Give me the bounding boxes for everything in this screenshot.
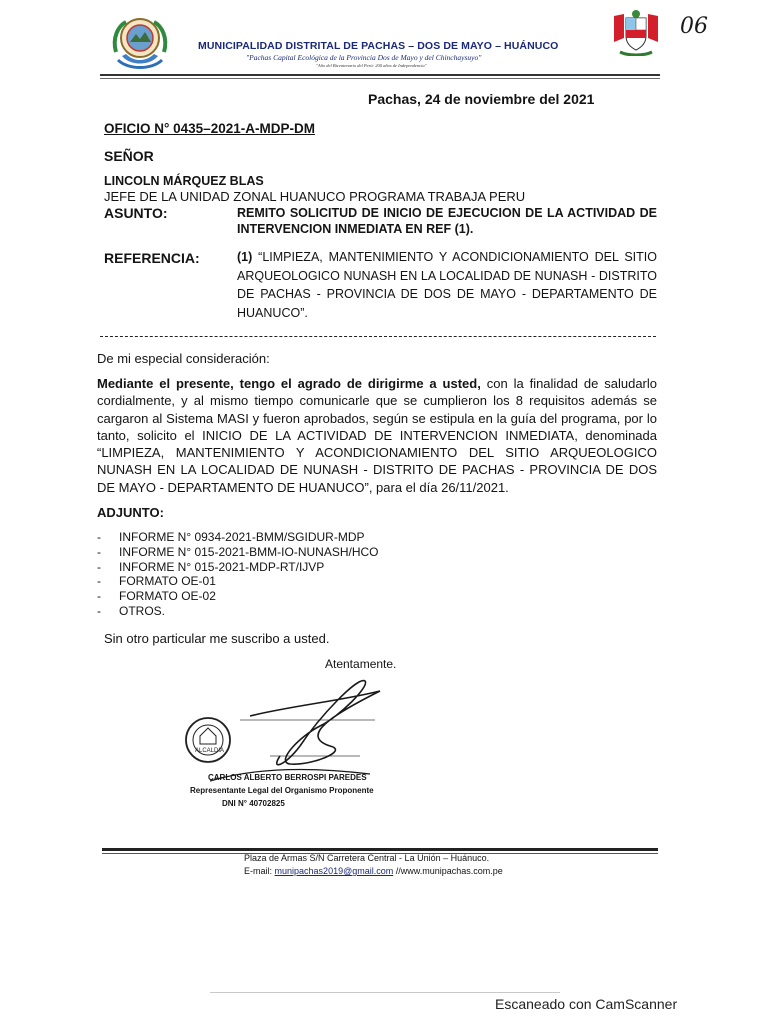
- signature-block: [180, 676, 440, 826]
- oficio-number: OFICIO N° 0435–2021-A-MDP-DM: [104, 121, 315, 136]
- signer-role: Representante Legal del Organismo Proponente: [190, 786, 374, 795]
- alcaldia-stamp-icon: [186, 718, 230, 762]
- body-bold-intro: Mediante el presente, tengo el agrado de dirigirme a usted,: [97, 376, 481, 391]
- signer-name: CARLOS ALBERTO BERROSPI PAREDES: [208, 773, 367, 782]
- body-text: con la finalidad de saludarlo cordialmente, y al mismo tiempo comunicarle que se cumplieron los 8 requisitos además se cargaron al Sistema MASI y fueron aprobados, según se estipula en la guía del programa, por lo tanto, solicito el INICIO DE LA ACTIVIDAD DE INTERVENCION INMEDIATA, denominada “LIMPIEZA, MANTENIMIENTO Y ACONDICIONAMIENTO DEL SITIO ARQUEOLOGICO NUNASH EN LA LOCALIDAD DE NUNASH - DISTRITO DE PACHAS - PROVINCIA DE DOS DE MAYO - DEPARTAMENTO DE HUANUCO”, para el día 26/11/2021.: [97, 376, 657, 495]
- referencia-text: [237, 248, 657, 322]
- municipal-seal-icon: [110, 8, 170, 72]
- list-item: - FORMATO OE-02: [97, 589, 216, 604]
- document-date: Pachas, 24 de noviembre del 2021: [368, 91, 595, 107]
- footer-address: Plaza de Armas S/N Carretera Central - La Unión – Huánuco.: [244, 853, 490, 863]
- scan-edge-line: [210, 992, 560, 993]
- salutation-senor: SEÑOR: [104, 148, 154, 164]
- header-rule-thin: [100, 78, 660, 79]
- referencia-label: REFERENCIA:: [104, 250, 200, 266]
- handwritten-page-number: 06: [680, 14, 708, 39]
- asunto-text: REMITO SOLICITUD DE INICIO DE EJECUCION DE LA ACTIVIDAD DE INTERVENCION INMEDIATA EN REF (1).: [237, 206, 657, 236]
- website-link[interactable]: //www.munipachas.com.pe: [395, 866, 503, 876]
- peru-coat-of-arms-icon: [610, 8, 662, 56]
- header-subtitle: "Pachas Capital Ecológica de la Provincia Dos de Mayo y del Chinchaysuyo": [246, 53, 482, 62]
- list-item: - FORMATO OE-01: [97, 574, 216, 589]
- list-item: - INFORME N° 0934-2021-BMM/SGIDUR-MDP: [97, 530, 365, 544]
- recipient-name: LINCOLN MÁRQUEZ BLAS: [104, 174, 264, 188]
- svg-text:ALCALDIA: ALCALDIA: [195, 748, 225, 754]
- footer-contact: [244, 866, 503, 876]
- adjunto-label: ADJUNTO:: [97, 505, 164, 520]
- asunto-label: ASUNTO:: [104, 205, 168, 221]
- adjunto-list: [97, 530, 379, 619]
- header-rule: [100, 74, 660, 76]
- email-link[interactable]: munipachas2019@gmail.com: [274, 866, 394, 876]
- recipient-role: JEFE DE LA UNIDAD ZONAL HUANUCO PROGRAMA TRABAJA PERU: [104, 189, 526, 204]
- greeting: De mi especial consideración:: [97, 351, 270, 366]
- list-item: - INFORME N° 015-2021-MDP-RT/IJVP: [97, 559, 325, 574]
- referencia-body: “LIMPIEZA, MANTENIMIENTO Y ACONDICIONAMIENTO DEL SITIO ARQUEOLOGICO NUNASH EN LA LOCALIDAD DE NUNASH - DISTRITO DE PACHAS - PROVINCIA DE DOS DE MAYO - DEPARTAMENTO DE HUANUCO”.: [237, 250, 657, 320]
- body-paragraph: [97, 375, 657, 496]
- email-label: E-mail:: [244, 866, 273, 876]
- footer-rule: [102, 848, 658, 851]
- closing-line: Sin otro particular me suscribo a usted.: [104, 631, 330, 646]
- list-item: - INFORME N° 015-2021-BMM-IO-NUNASH/HCO: [97, 544, 379, 559]
- signer-dni: DNI N° 40702825: [222, 799, 285, 808]
- header-title: MUNICIPALIDAD DISTRITAL DE PACHAS – DOS DE MAYO – HUÁNUCO: [198, 40, 559, 52]
- camscanner-watermark: Escaneado con CamScanner: [495, 996, 678, 1012]
- referencia-number: (1): [237, 250, 253, 264]
- dashed-separator: [100, 336, 656, 337]
- list-item: - OTROS.: [97, 603, 166, 618]
- atentamente: Atentamente.: [325, 657, 397, 671]
- header-motto: "Año del Bicentenario del Perú: 200 años de Independencia": [316, 63, 427, 68]
